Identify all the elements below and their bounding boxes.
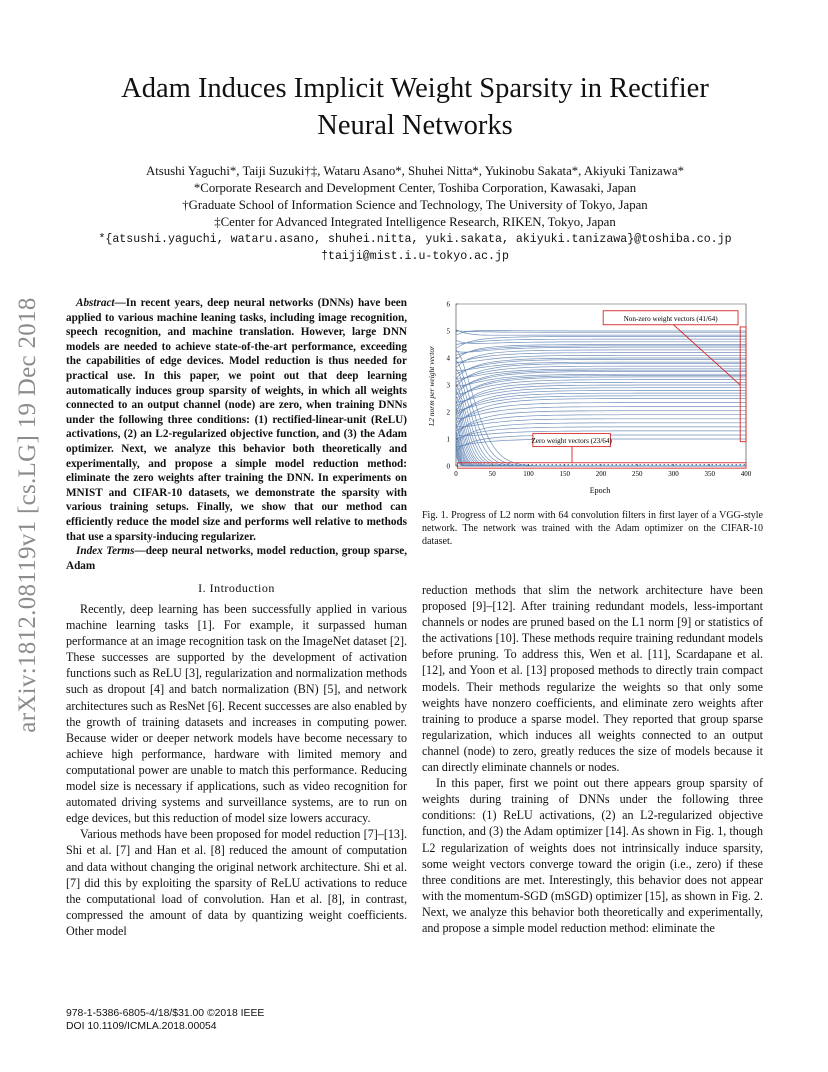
x-tick-label: 250	[632, 470, 643, 478]
index-terms-label: Index Terms	[76, 545, 135, 558]
x-tick-label: 150	[559, 470, 570, 478]
left-column	[66, 601, 407, 939]
abstract-text: —In recent years, deep neural networks (DNNs) have been applied to various machine leaning tasks, including image recognition, speech recognition, and machine translation. However, large DNN models are needed to achieve state-of-the-art performance, exceeding the capabilities of edge devices. Model reduction is thus needed for practical use. In this paper, we point out that deep learning automatically induces group sparsity of weights, in which all weights connected to an output channel (node) are zero, when training DNNs under the following three conditions: (1) rectified-linear-unit (ReLU) activations, (2) an L2-regularized objective function, and (3) the Adam optimizer. Next, we analyze this behavior both theoretically and experimentally, and propose a simple model reduction method: eliminate the zero weights after training the DNN. In experiments on MNIST and CIFAR-10 datasets, we demonstrate the sparsity with various training setups. Finally, we show that our method can efficiently reduce the model size and performs well relative to methods that use a sparsity-inducing regularizer.	[66, 297, 407, 543]
author-block	[40, 163, 790, 265]
x-axis-label: Epoch	[589, 486, 611, 495]
arxiv-id: arXiv:1812.08119v1 [cs.LG] 19 Dec 2018	[14, 297, 41, 733]
intro-paragraph-1: Recently, deep learning has been successfully applied in various machine learning tasks [1]. For example, it surpassed human performance at an image recognition task on the ImageNet dataset [2]. These successes are supported by the development of activation functions such as ReLU [3], regularization and normalization methods such as dropout [4] and batch normalization (BN) [5], and network architectures such as ResNet [6]. Recent successes are also enabled by the growth of training datasets and increases in computing power. Because wider or deeper network models have become necessary to achieve high performance, hardware with limited memory and computational power are unable to match this performance. Reducing model size is necessary if applications, such as video recognition for automated driving systems and surveillance systems, are to run on edge devices, but this reduction of model size lowers accuracy.	[66, 602, 407, 826]
x-tick-label: 200	[595, 470, 607, 478]
arxiv-stamp	[8, 250, 48, 780]
title-line-2: Neural Networks	[317, 110, 513, 141]
x-tick-label: 350	[704, 470, 715, 478]
paper-title	[40, 70, 790, 144]
affiliation-1: *Corporate Research and Development Center, Toshiba Corporation, Kawasaki, Japan	[193, 181, 637, 195]
y-tick-label: 2	[446, 408, 450, 417]
y-tick-label: 0	[446, 462, 450, 471]
email-1: *{atsushi.yaguchi, wataru.asano, shuhei.nitta, yuki.sakata, akiyuki.tanizawa}@toshiba.co.jp	[98, 233, 732, 246]
affiliation-3: ‡Center for Advanced Integrated Intelligence Research, RIKEN, Tokyo, Japan	[214, 215, 616, 229]
nonzero-annotation: Non-zero weight vectors (41/64)	[623, 314, 718, 323]
right-column	[422, 582, 763, 936]
figure-1-chart	[426, 296, 766, 501]
intro-paragraph-4: In this paper, first we point out there appears group sparsity of weights during training of DNNs under the following three conditions: (1) ReLU activations, (2) an L2-regularized objective function, and (3) the Adam optimizer [14]. As shown in Fig. 1, though L2 regularization of weights does not intrinsically induce sparsity, some weight vectors converge toward the origin (i.e., zero) if these three conditions are met. Interestingly, this behavior does not appear with the momentum-SGD (mSGD) optimizer [15], as shown in Fig. 2. Next, we analyze this behavior both theoretically and experimentally, and propose a simple model reduction method: eliminate the	[422, 776, 763, 935]
zero-annotation: Zero weight vectors (23/64)	[531, 437, 612, 446]
x-tick-label: 50	[488, 470, 496, 478]
author-list: Atsushi Yaguchi*, Taiji Suzuki†‡, Wataru Asano*, Shuhei Nitta*, Yukinobu Sakata*, Akiyuki Tanizawa*	[145, 164, 685, 178]
footer	[66, 1007, 406, 1033]
y-tick-label: 3	[446, 381, 450, 390]
y-axis-label: L2 norm per weight vector	[427, 346, 436, 426]
intro-paragraph-2: Various methods have been proposed for model reduction [7]–[13]. Shi et al. [7] and Han et al. [8] reduced the amount of computation and data without changing the original network architecture. Shi et al. [7] did this by exploiting the sparsity of ReLU activations to reduce the computational load of convolution. Han et al. [8], in contrast, compressed the amount of data by quantizing weight coefficients. Other model	[66, 827, 407, 938]
figure-1	[426, 296, 766, 501]
title-line-1: Adam Induces Implicit Weight Sparsity in Rectifier	[121, 73, 709, 104]
x-tick-label: 100	[523, 470, 534, 478]
y-tick-label: 5	[446, 327, 450, 336]
affiliation-2: †Graduate School of Information Science and Technology, The University of Tokyo, Japan	[182, 198, 648, 212]
abstract	[66, 296, 407, 573]
y-tick-label: 1	[446, 435, 450, 444]
footer-isbn: 978-1-5386-6805-4/18/$31.00 ©2018 IEEE	[66, 1008, 265, 1019]
abstract-label: Abstract	[76, 297, 115, 309]
x-tick-label: 300	[668, 470, 679, 478]
footer-doi: DOI 10.1109/ICMLA.2018.00054	[66, 1021, 217, 1032]
email-2: †taiji@mist.i.u-tokyo.ac.jp	[321, 250, 509, 263]
intro-paragraph-3: reduction methods that slim the network architecture have been proposed [9]–[12]. After training redundant models, less-important channels or nodes are pruned based on the L1 norm [9] or statistics of the activations [10]. These methods require training redundant models before pruning. To address this, Wen et al. [11], Scardapane et al. [12], and Yoon et al. [13] proposed methods to directly train compact models. Their methods regularize the weights so that only some weights have nonzero coefficients, and eliminate zero weights after training to produce a sparse model. They reported that group sparse regularization, which induces all weights connected to an output channel (node) to zero, greatly reduces the size of models because it can directly eliminate channels or nodes.	[422, 583, 763, 775]
x-tick-label: 400	[740, 470, 752, 478]
x-tick-label: 0	[454, 470, 458, 478]
figure-caption: Fig. 1. Progress of L2 norm with 64 convolution filters in first layer of a VGG-style network. The network was trained with the Adam optimizer on the CIFAR-10 dataset.	[422, 510, 763, 547]
y-tick-label: 4	[446, 354, 450, 363]
y-tick-label: 6	[446, 300, 450, 309]
section-heading: I. Introduction	[198, 581, 275, 595]
index-terms-text: —deep neural networks, model reduction, group sparse, Adam	[66, 545, 407, 572]
